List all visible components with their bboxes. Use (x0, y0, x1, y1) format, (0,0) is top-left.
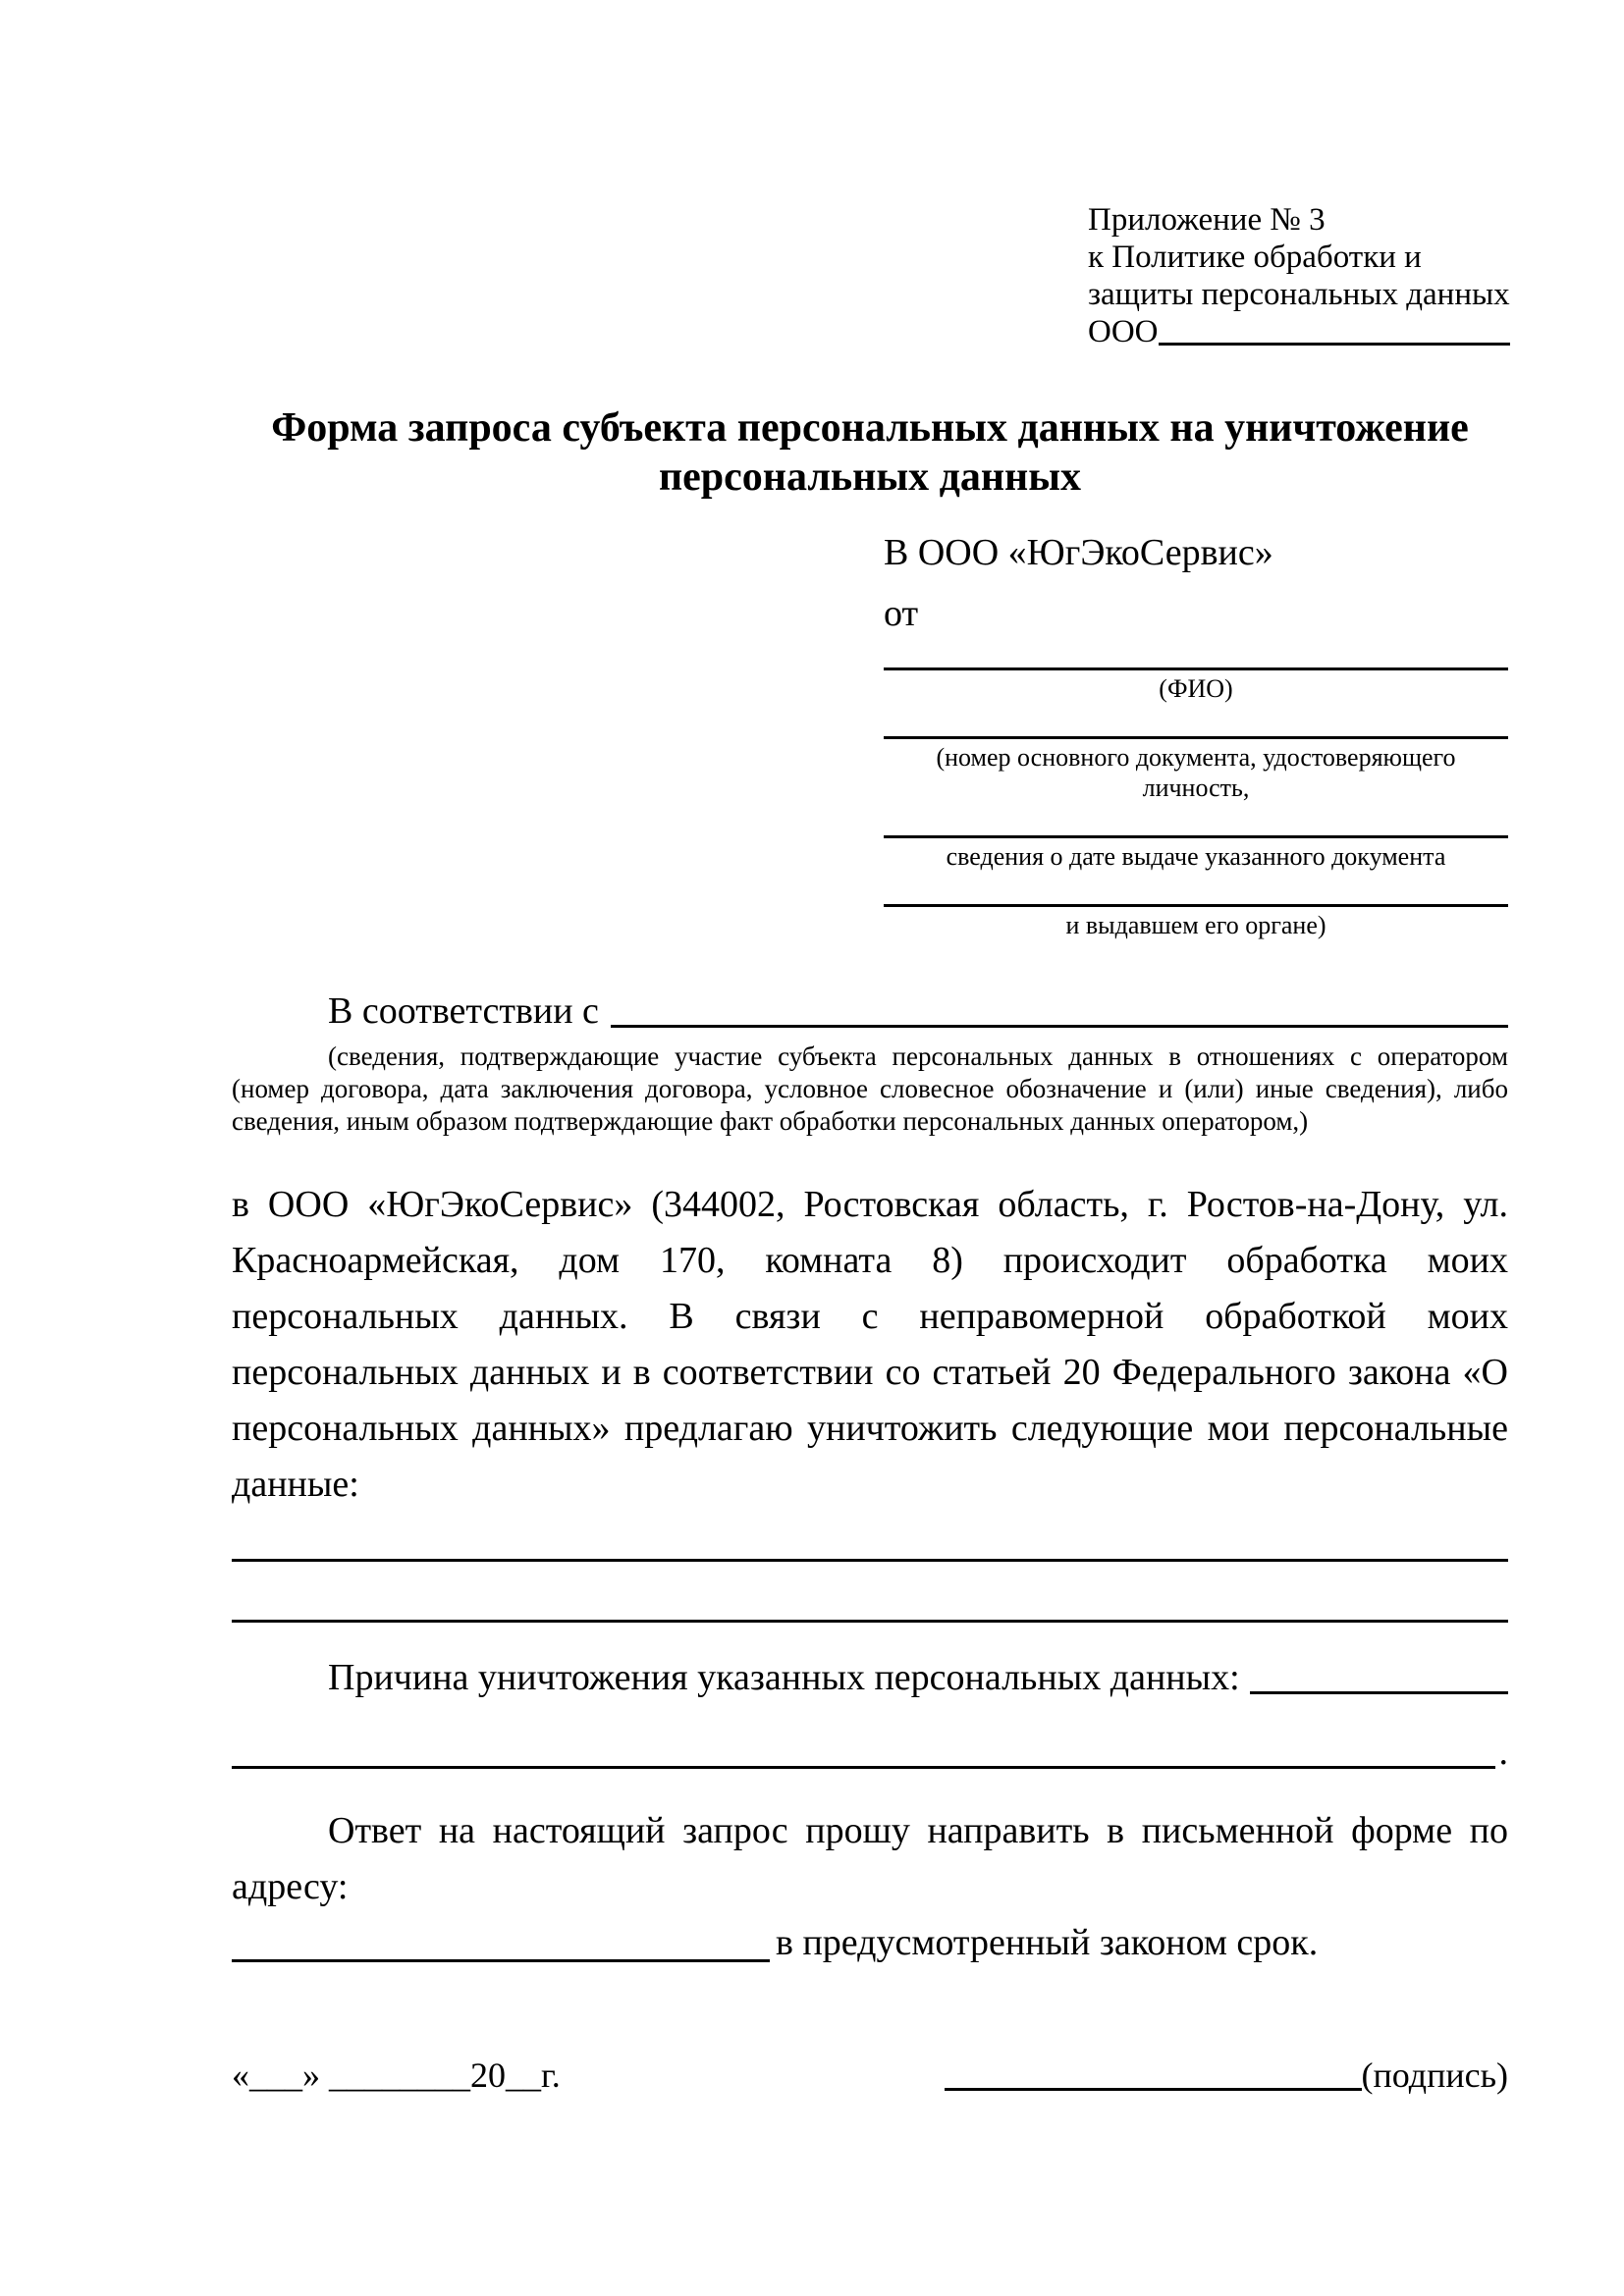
addressee-from: от (884, 593, 919, 634)
id-document-blank-field[interactable] (884, 704, 1508, 739)
annex-company-line (1088, 313, 1510, 350)
annex-header (1088, 201, 1510, 350)
reason-label: Причина уничтожения указанных персональных данных: (328, 1657, 1240, 1698)
annex-company-prefix: ООО (1088, 314, 1159, 349)
id-document-field (884, 704, 1508, 803)
signature-area (945, 2052, 1508, 2099)
basis-note: (сведения, подтверждающие участие субъекта персональных данных в отношениях с оператором (номер договора, дата заключения договора, условное словесное обозначение и (или) иные сведения), либо сведения, иным образом подтверждающие факт обработки персональных данных оператором,) (232, 1041, 1508, 1136)
personal-data-blank-line-2[interactable] (232, 1574, 1508, 1623)
reply-paragraph: Ответ на настоящий запрос прошу направить в письменной форме по адресу: (232, 1810, 1508, 1907)
reason-blank-line-2[interactable] (232, 1766, 1495, 1769)
id-document-caption: (номер основного документа, удостоверяющего личность, (936, 743, 1456, 802)
issuing-authority-caption: и выдавшем его органе) (1065, 911, 1326, 939)
reason-line-terminator: . (1498, 1732, 1508, 1773)
reason-blank-field[interactable] (1250, 1691, 1508, 1694)
issuing-authority-blank-field[interactable] (884, 872, 1508, 907)
addressee-to: В ООО «ЮгЭкоСервис» (884, 532, 1273, 573)
date-blank-field[interactable]: «___» ________20__г. (232, 2056, 561, 2095)
issue-date-blank-field[interactable] (884, 803, 1508, 838)
fio-field (884, 635, 1508, 704)
signature-caption: (подпись) (1361, 2056, 1508, 2095)
basis-lead-text: В соответствии с (328, 990, 599, 1032)
issue-date-caption: сведения о дате выдаче указанного документа (946, 842, 1446, 871)
annex-line-2: к Политике обработки и (1088, 240, 1422, 275)
reply-tail-text: в предусмотренный законом срок. (776, 1922, 1319, 1963)
fio-caption: (ФИО) (1159, 674, 1233, 703)
addressee-block (884, 531, 1508, 940)
basis-row (232, 986, 1508, 1037)
reply-address-blank-field[interactable] (232, 1959, 770, 1962)
issue-date-field (884, 803, 1508, 872)
annex-line-1: Приложение № 3 (1088, 202, 1326, 238)
reply-address-row (232, 1915, 1508, 1971)
footer-row (232, 2052, 1508, 2099)
document-title: Форма запроса субъекта персональных данных на уничтожение персональных данных (271, 405, 1469, 500)
main-paragraph: в ООО «ЮгЭкоСервис» (344002, Ростовская область, г. Ростов-на-Дону, ул. Красноармейская, дом 170, комната 8) происходит обработка моих персональных данных. В связи с неправомерной обработкой моих персональных данных и в соответствии со статьей 20 Федерального закона «О персональных данных» предлагаю уничтожить следующие мои персональные данные: (232, 1184, 1508, 1505)
basis-blank-field[interactable] (611, 1025, 1508, 1028)
reason-row (232, 1652, 1508, 1703)
fio-blank-field[interactable] (884, 635, 1508, 670)
reason-continuation-row (232, 1727, 1508, 1778)
signature-blank-field[interactable] (945, 2088, 1362, 2091)
company-name-blank-field[interactable] (1159, 343, 1511, 346)
annex-line-3: защиты персональных данных (1088, 277, 1510, 312)
personal-data-blank-line-1[interactable] (232, 1513, 1508, 1562)
issuing-authority-field (884, 872, 1508, 940)
